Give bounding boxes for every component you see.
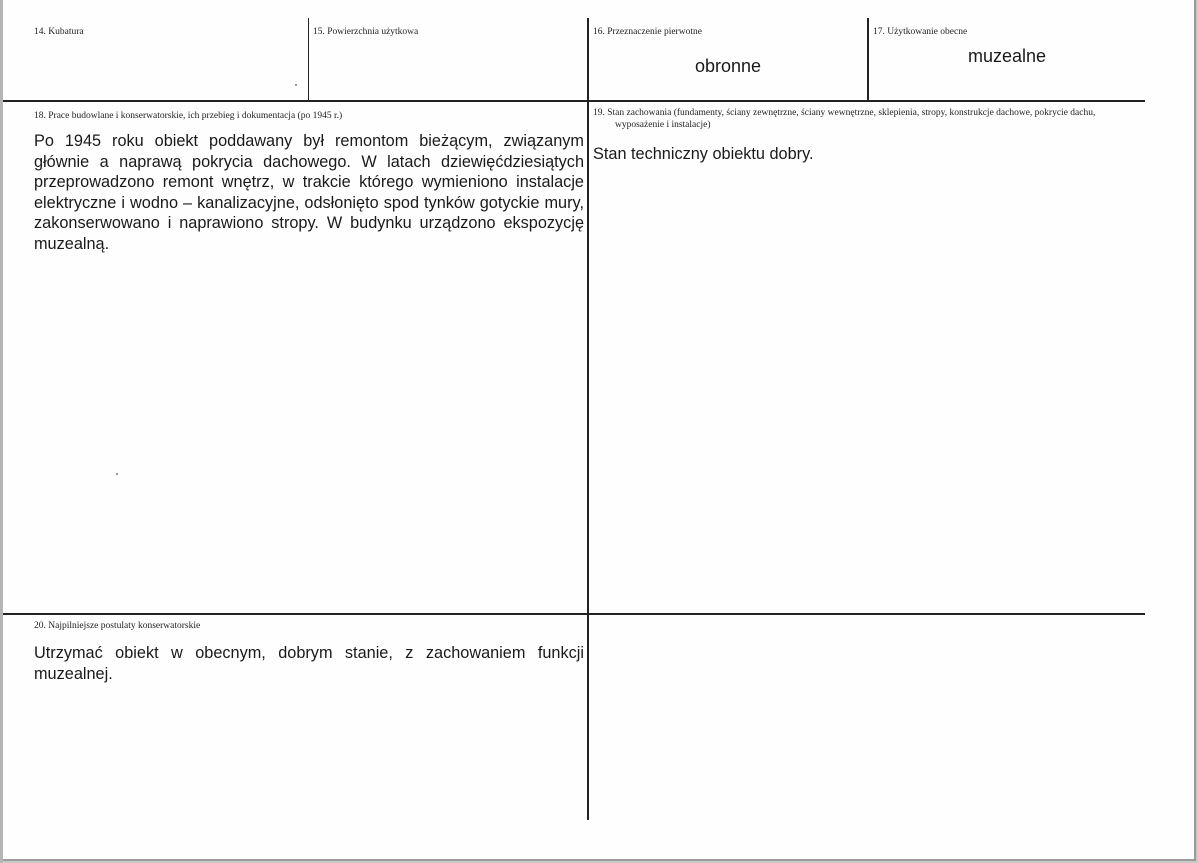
field-19-label: 19. Stan zachowania (fundamenty, ściany zewnętrzne, ściany wewnętrzne, sklepienia, stropy, konstrukcje dachowe, pokrycie dachu, wyposażenie i instalacje) (593, 108, 1096, 130)
field-20-value: Utrzymać obiekt w obecnym, dobrym stanie, z zachowaniem funkcji muzealnej. (34, 644, 584, 683)
field-20-label: 20. Najpilniejsze postulaty konserwatorskie (34, 621, 201, 631)
scan-speck (295, 84, 297, 86)
field-16-value: obronne (694, 56, 762, 76)
field-15-label: 15. Powierzchnia użytkowa (313, 27, 419, 37)
field-17-label: 17. Użytkowanie obecne (873, 27, 968, 37)
divider-center (587, 101, 589, 820)
divider-row1-row2 (3, 100, 1145, 102)
record-card-sheet (3, 0, 1196, 861)
divider-row2-row3 (3, 613, 1145, 615)
field-18-label: 18. Prace budowlane i konserwatorskie, ich przebieg i dokumentacja (po 1945 r.) (34, 111, 343, 121)
field-17-value: muzealne (967, 46, 1047, 66)
scan-speck (116, 473, 118, 475)
field-14-label: 14. Kubatura (34, 27, 84, 37)
field-19-value: Stan techniczny obiektu dobry. (593, 145, 814, 163)
field-16-label: 16. Przeznaczenie pierwotne (593, 27, 702, 37)
divider-14-15 (308, 18, 309, 100)
field-18-value: Po 1945 roku obiekt poddawany był remontom bieżącym, związanym głównie a naprawą pokrycia dachowego. W latach dziewięćdziesiątych przeprowadzono remont wnętrz, w trakcie którego wymieniono instalacje elektryczne i wodno – kanalizacyjne, odsłonięto spod tynków gotyckie mury, zakonserwowano i naprawiono stropy. W budynku urządzono ekspozycję muzealną. (34, 132, 584, 253)
